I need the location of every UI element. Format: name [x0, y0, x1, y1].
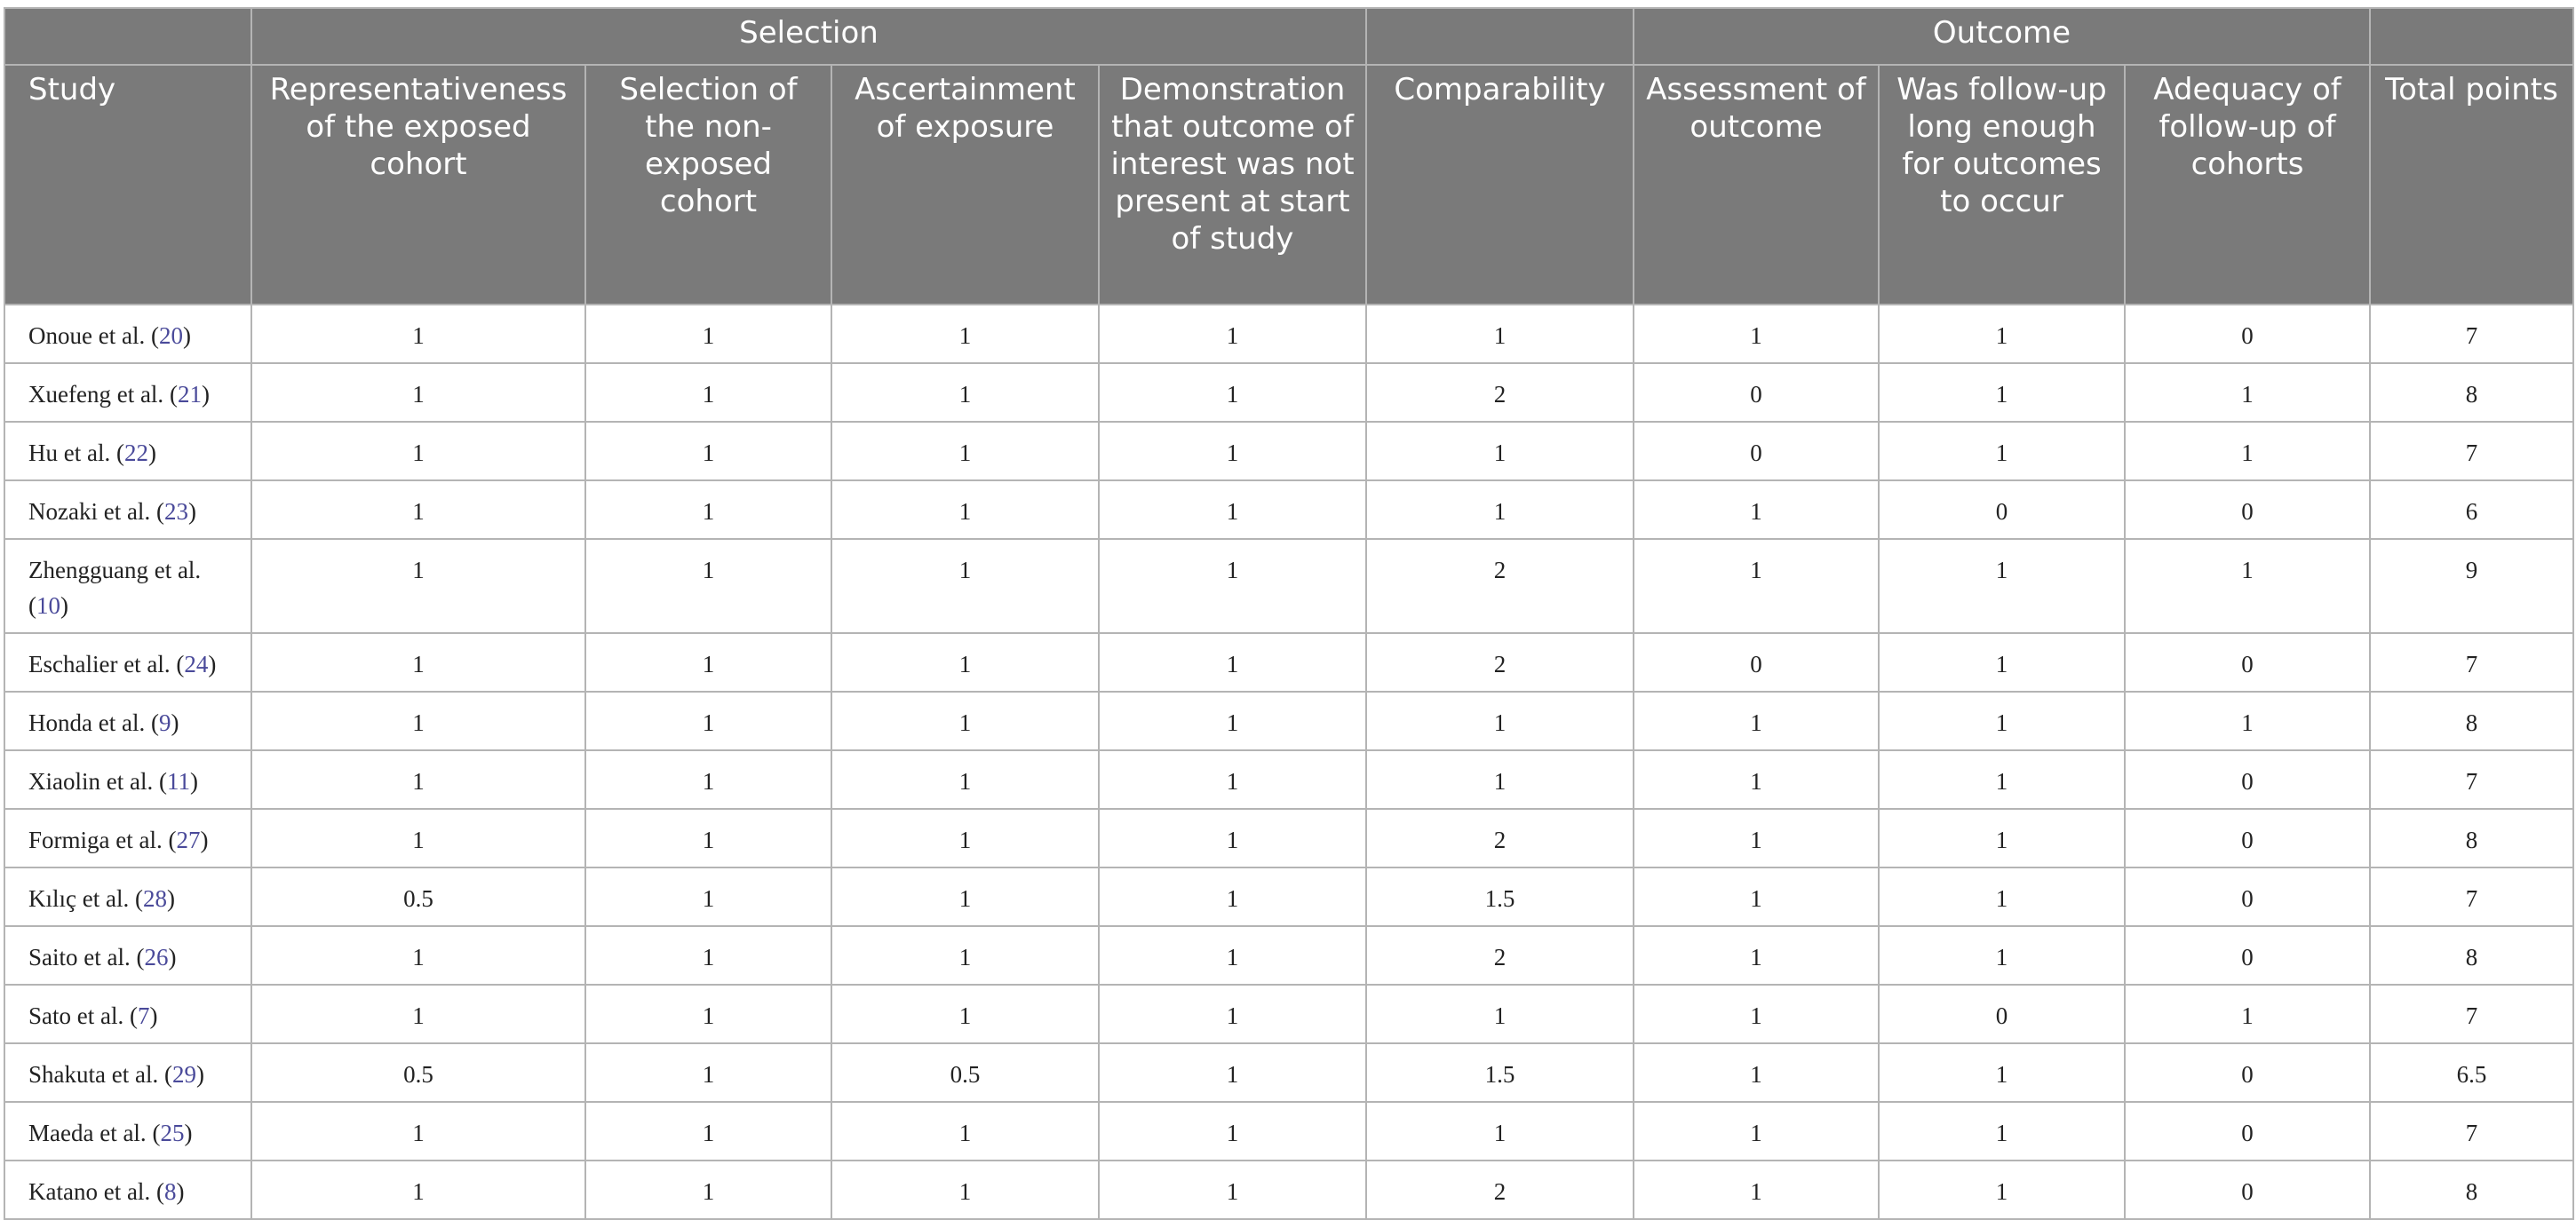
study-author: Honda et al. [28, 709, 146, 736]
total-points: 7 [2370, 985, 2573, 1043]
total-points: 7 [2370, 750, 2573, 809]
followup-long-score: 1 [1879, 633, 2125, 692]
study-cell: Eschalier et al. (24) [4, 633, 251, 692]
selection-score: 1 [585, 1043, 831, 1102]
group-header-row [4, 8, 2573, 65]
followup-adequacy-score: 1 [2125, 985, 2370, 1043]
ascertainment-score: 1 [831, 633, 1099, 692]
representativeness-score: 1 [251, 480, 585, 539]
demonstration-score: 1 [1099, 750, 1366, 809]
demonstration-score: 1 [1099, 633, 1366, 692]
representativeness-score: 1 [251, 926, 585, 985]
comparability-score: 1 [1366, 480, 1634, 539]
followup-adequacy-score: 1 [2125, 692, 2370, 750]
column-header-total: Total points [2370, 65, 2573, 305]
followup-adequacy-score: 0 [2125, 1043, 2370, 1102]
total-points: 6.5 [2370, 1043, 2573, 1102]
followup-long-score: 0 [1879, 480, 2125, 539]
followup-adequacy-score: 0 [2125, 480, 2370, 539]
representativeness-score: 1 [251, 985, 585, 1043]
selection-score: 1 [585, 809, 831, 867]
table-header [4, 8, 2573, 305]
followup-long-score: 1 [1879, 1043, 2125, 1102]
ascertainment-score: 1 [831, 1161, 1099, 1219]
total-points: 8 [2370, 1161, 2573, 1219]
column-header-demonstration: Demonstration that outcome of interest was not present at start of study [1099, 65, 1366, 305]
study-author: Xuefeng et al. [28, 381, 164, 408]
reference-link[interactable]: 10 [36, 592, 60, 619]
followup-adequacy-score: 1 [2125, 363, 2370, 422]
table-row [4, 809, 2573, 867]
study-cell: Kılıç et al. (28) [4, 867, 251, 926]
study-cell: Maeda et al. (25) [4, 1102, 251, 1161]
demonstration-score: 1 [1099, 809, 1366, 867]
column-header-assessment: Assessment of outcome [1634, 65, 1879, 305]
followup-long-score: 1 [1879, 1161, 2125, 1219]
representativeness-score: 1 [251, 750, 585, 809]
followup-adequacy-score: 0 [2125, 633, 2370, 692]
representativeness-score: 1 [251, 305, 585, 363]
table-row [4, 867, 2573, 926]
total-points: 8 [2370, 692, 2573, 750]
comparability-score: 2 [1366, 363, 1634, 422]
study-author: Zhengguang et al. [28, 557, 202, 583]
comparability-score: 2 [1366, 633, 1634, 692]
assessment-score: 1 [1634, 809, 1879, 867]
representativeness-score: 1 [251, 1161, 585, 1219]
study-cell: Hu et al. (22) [4, 422, 251, 480]
reference-link[interactable]: 25 [160, 1120, 185, 1146]
ascertainment-score: 0.5 [831, 1043, 1099, 1102]
followup-long-score: 1 [1879, 422, 2125, 480]
comparability-score: 1 [1366, 692, 1634, 750]
demonstration-score: 1 [1099, 363, 1366, 422]
table-row [4, 305, 2573, 363]
comparability-score: 2 [1366, 926, 1634, 985]
column-header-followup-adequacy: Adequacy of follow-up of cohorts [2125, 65, 2370, 305]
table-row [4, 1102, 2573, 1161]
study-author: Shakuta et al. [28, 1061, 159, 1088]
reference-link[interactable]: 23 [163, 498, 188, 525]
followup-adequacy-score: 0 [2125, 809, 2370, 867]
study-cell: Nozaki et al. (23) [4, 480, 251, 539]
selection-score: 1 [585, 1102, 831, 1161]
reference-link[interactable]: 24 [184, 651, 209, 677]
followup-adequacy-score: 0 [2125, 750, 2370, 809]
table-row [4, 363, 2573, 422]
comparability-score: 1 [1366, 305, 1634, 363]
blank-header-cell [2370, 8, 2573, 65]
total-points: 8 [2370, 809, 2573, 867]
table-row [4, 633, 2573, 692]
ascertainment-score: 1 [831, 1102, 1099, 1161]
followup-adequacy-score: 1 [2125, 422, 2370, 480]
table-row [4, 480, 2573, 539]
study-cell: Formiga et al. (27) [4, 809, 251, 867]
blank-header-cell [4, 8, 251, 65]
reference-link[interactable]: 27 [176, 827, 201, 853]
assessment-score: 0 [1634, 363, 1879, 422]
ascertainment-score: 1 [831, 750, 1099, 809]
study-cell: Shakuta et al. (29) [4, 1043, 251, 1102]
study-author: Maeda et al. [28, 1120, 147, 1146]
representativeness-score: 1 [251, 633, 585, 692]
selection-score: 1 [585, 1161, 831, 1219]
selection-score: 1 [585, 539, 831, 633]
total-points: 8 [2370, 926, 2573, 985]
study-cell: Onoue et al. (20) [4, 305, 251, 363]
column-header-row [4, 65, 2573, 305]
demonstration-score: 1 [1099, 305, 1366, 363]
table-row [4, 750, 2573, 809]
study-author: Hu et al. [28, 440, 111, 466]
comparability-score: 1.5 [1366, 867, 1634, 926]
total-points: 7 [2370, 422, 2573, 480]
selection-score: 1 [585, 633, 831, 692]
total-points: 7 [2370, 305, 2573, 363]
blank-header-cell [1366, 8, 1634, 65]
reference-link[interactable]: 9 [158, 709, 171, 736]
selection-score: 1 [585, 480, 831, 539]
ascertainment-score: 1 [831, 985, 1099, 1043]
followup-long-score: 1 [1879, 692, 2125, 750]
selection-score: 1 [585, 926, 831, 985]
reference-link[interactable]: 28 [142, 885, 167, 912]
reference-link[interactable]: 11 [166, 768, 190, 795]
study-author: Onoue et al. [28, 322, 146, 349]
selection-score: 1 [585, 750, 831, 809]
demonstration-score: 1 [1099, 867, 1366, 926]
selection-score: 1 [585, 692, 831, 750]
comparability-score: 1 [1366, 985, 1634, 1043]
table-body [4, 305, 2573, 1219]
representativeness-score: 0.5 [251, 1043, 585, 1102]
followup-adequacy-score: 0 [2125, 926, 2370, 985]
followup-adequacy-score: 0 [2125, 305, 2370, 363]
study-cell: Xiaolin et al. (11) [4, 750, 251, 809]
ascertainment-score: 1 [831, 926, 1099, 985]
representativeness-score: 0.5 [251, 867, 585, 926]
selection-score: 1 [585, 867, 831, 926]
followup-long-score: 1 [1879, 539, 2125, 633]
comparability-score: 1 [1366, 422, 1634, 480]
comparability-score: 1 [1366, 1102, 1634, 1161]
table-row [4, 422, 2573, 480]
reference-link[interactable]: 7 [137, 1002, 150, 1029]
table-row [4, 985, 2573, 1043]
total-points: 9 [2370, 539, 2573, 633]
study-author: Xiaolin et al. [28, 768, 154, 795]
study-cell: Honda et al. (9) [4, 692, 251, 750]
ascertainment-score: 1 [831, 363, 1099, 422]
column-header-study: Study [4, 65, 251, 305]
total-points: 7 [2370, 1102, 2573, 1161]
ascertainment-score: 1 [831, 305, 1099, 363]
study-author: Saito et al. [28, 944, 131, 970]
comparability-score: 2 [1366, 1161, 1634, 1219]
total-points: 7 [2370, 867, 2573, 926]
table-row [4, 539, 2573, 633]
reference-link[interactable]: 20 [158, 322, 183, 349]
column-header-followup-long: Was follow-up long enough for outcomes to occur [1879, 65, 2125, 305]
selection-score: 1 [585, 363, 831, 422]
followup-adequacy-score: 0 [2125, 1161, 2370, 1219]
demonstration-score: 1 [1099, 539, 1366, 633]
study-author: Katano et al. [28, 1178, 151, 1205]
selection-score: 1 [585, 422, 831, 480]
comparability-score: 1.5 [1366, 1043, 1634, 1102]
study-author: Sato et al. [28, 1002, 124, 1029]
reference-link[interactable]: 26 [144, 944, 169, 970]
followup-long-score: 1 [1879, 1102, 2125, 1161]
demonstration-score: 1 [1099, 926, 1366, 985]
total-points: 8 [2370, 363, 2573, 422]
assessment-score: 1 [1634, 692, 1879, 750]
ascertainment-score: 1 [831, 422, 1099, 480]
assessment-score: 1 [1634, 1102, 1879, 1161]
representativeness-score: 1 [251, 422, 585, 480]
total-points: 7 [2370, 633, 2573, 692]
study-cell: Saito et al. (26) [4, 926, 251, 985]
assessment-score: 1 [1634, 867, 1879, 926]
followup-adequacy-score: 0 [2125, 1102, 2370, 1161]
assessment-score: 1 [1634, 750, 1879, 809]
followup-long-score: 1 [1879, 750, 2125, 809]
ascertainment-score: 1 [831, 867, 1099, 926]
assessment-score: 1 [1634, 926, 1879, 985]
assessment-score: 1 [1634, 1043, 1879, 1102]
column-header-selection-nonexposed: Selection of the non-exposed cohort [585, 65, 831, 305]
assessment-score: 0 [1634, 633, 1879, 692]
comparability-score: 2 [1366, 809, 1634, 867]
selection-score: 1 [585, 985, 831, 1043]
study-author: Nozaki et al. [28, 498, 151, 525]
followup-long-score: 0 [1879, 985, 2125, 1043]
selection-group-header: Selection [251, 8, 1366, 65]
representativeness-score: 1 [251, 809, 585, 867]
representativeness-score: 1 [251, 1102, 585, 1161]
table-row [4, 1161, 2573, 1219]
assessment-score: 1 [1634, 985, 1879, 1043]
comparability-score: 2 [1366, 539, 1634, 633]
followup-adequacy-score: 1 [2125, 539, 2370, 633]
assessment-score: 1 [1634, 539, 1879, 633]
study-cell: Xuefeng et al. (21) [4, 363, 251, 422]
demonstration-score: 1 [1099, 1043, 1366, 1102]
ascertainment-score: 1 [831, 539, 1099, 633]
representativeness-score: 1 [251, 692, 585, 750]
followup-adequacy-score: 0 [2125, 867, 2370, 926]
representativeness-score: 1 [251, 363, 585, 422]
assessment-score: 1 [1634, 480, 1879, 539]
study-author: Eschalier et al. [28, 651, 171, 677]
followup-long-score: 1 [1879, 926, 2125, 985]
column-header-comparability: Comparability [1366, 65, 1634, 305]
ascertainment-score: 1 [831, 809, 1099, 867]
assessment-score: 0 [1634, 422, 1879, 480]
followup-long-score: 1 [1879, 363, 2125, 422]
reference-link[interactable]: 21 [177, 381, 202, 408]
reference-link[interactable]: 8 [163, 1178, 177, 1205]
column-header-representativeness: Representativeness of the exposed cohort [251, 65, 585, 305]
column-header-ascertainment: Ascertainment of exposure [831, 65, 1099, 305]
followup-long-score: 1 [1879, 305, 2125, 363]
followup-long-score: 1 [1879, 809, 2125, 867]
followup-long-score: 1 [1879, 867, 2125, 926]
demonstration-score: 1 [1099, 480, 1366, 539]
total-points: 6 [2370, 480, 2573, 539]
reference-link[interactable]: 29 [171, 1061, 196, 1088]
demonstration-score: 1 [1099, 985, 1366, 1043]
table-row [4, 692, 2573, 750]
ascertainment-score: 1 [831, 692, 1099, 750]
study-cell: Sato et al. (7) [4, 985, 251, 1043]
study-author: Kılıç et al. [28, 885, 130, 912]
study-cell: Zhengguang et al. (10) [4, 539, 251, 633]
demonstration-score: 1 [1099, 692, 1366, 750]
demonstration-score: 1 [1099, 1161, 1366, 1219]
table-row [4, 926, 2573, 985]
representativeness-score: 1 [251, 539, 585, 633]
reference-link[interactable]: 22 [123, 440, 148, 466]
study-author: Formiga et al. [28, 827, 163, 853]
comparability-score: 1 [1366, 750, 1634, 809]
assessment-score: 1 [1634, 1161, 1879, 1219]
ascertainment-score: 1 [831, 480, 1099, 539]
quality-assessment-table [4, 7, 2574, 1220]
demonstration-score: 1 [1099, 1102, 1366, 1161]
assessment-score: 1 [1634, 305, 1879, 363]
selection-score: 1 [585, 305, 831, 363]
demonstration-score: 1 [1099, 422, 1366, 480]
table-row [4, 1043, 2573, 1102]
study-cell: Katano et al. (8) [4, 1161, 251, 1219]
outcome-group-header: Outcome [1634, 8, 2370, 65]
